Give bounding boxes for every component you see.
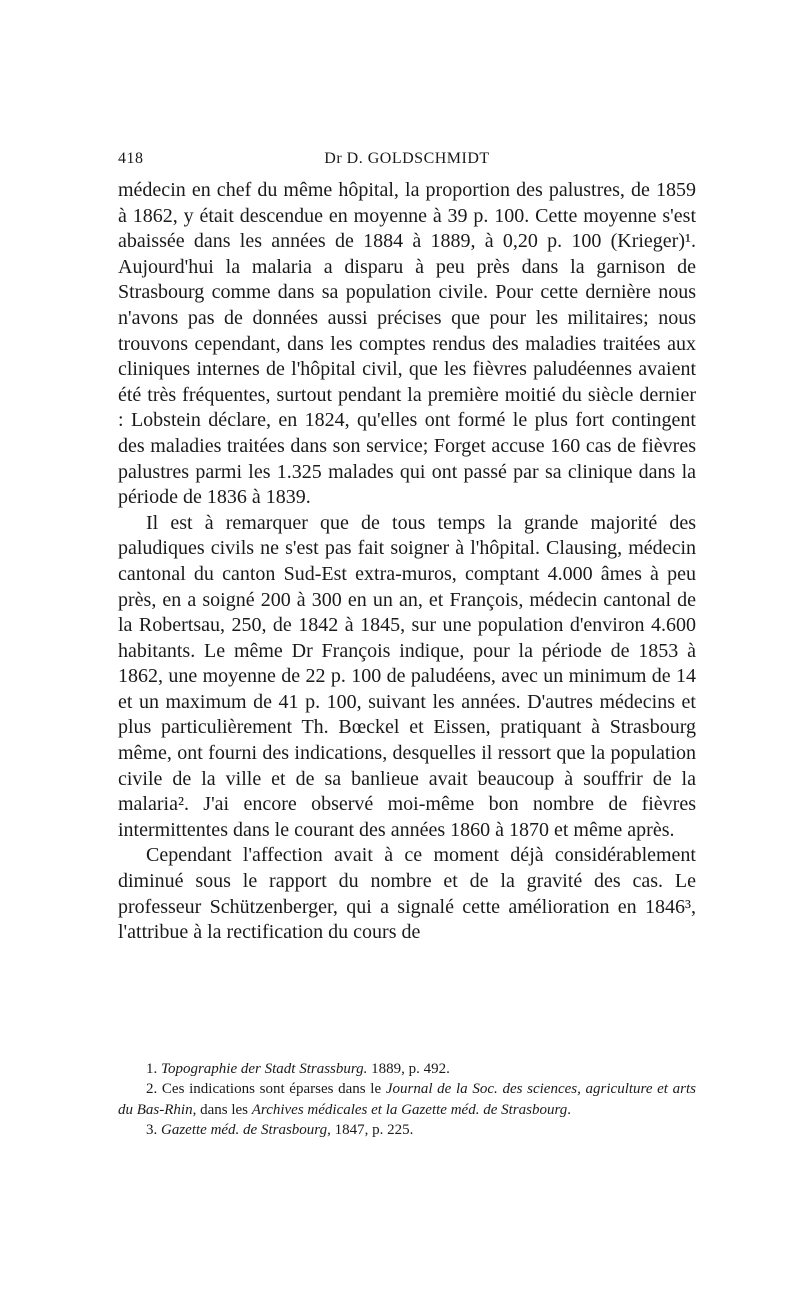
footnote-number: 1. [146,1061,158,1077]
footnote-title: Journal de la Soc. des sciences, agriculture et arts du Bas-Rhin [118,1081,697,1118]
footnote-text: . [567,1101,571,1118]
paragraph: médecin en chef du même hôpital, la proportion des palustres, de 1859 à 1862, y était descendue en moyenne à 39 p. 100. Cette moyenne s'est abaissée dans les années de 1884 à 1889, à 0,20 p. 100 (Krieger)¹. Aujourd'hui la malaria a disparu à peu près dans la garnison de Strasbourg comme dans sa population civile. Pour cette dernière nous n'avons pas de données aussi précises que pour les militaires; nous trouvons cependant, dans les comptes rendus des maladies traitées aux cliniques internes de l'hôpital civil, que les fièvres paludéennes avaient été très fréquentes, surtout pendant la première moitié du siècle dernier : Lobstein déclare, en 1824, qu'elles ont formé le plus fort contingent des maladies traitées dans son service; Forget accuse 160 cas de fièvres palustres parmi les 1.325 malades qui ont passé par sa clinique dans la période de 1836 à 1839. [118,179,696,509]
footnote-number: 2. [146,1081,158,1098]
footnote-number: 3. [146,1122,158,1139]
footnote-1 [118,1059,696,1079]
footnote-text: 1889, p. 492. [367,1061,450,1077]
footnote-text: , 1847, p. 225. [327,1122,414,1139]
footnote-3 [118,1120,696,1140]
footnotes [118,1059,696,1141]
footnote-2 [118,1079,696,1120]
footnote-title: Gazette méd. de Strasbourg [161,1122,328,1139]
page-header [118,150,696,172]
body-text [118,178,696,946]
footnote-text: Ces indications sont éparses dans le [157,1081,386,1098]
footnote-text: , dans les [192,1101,252,1118]
running-head: Dr D. GOLDSCHMIDT [324,150,490,167]
footnote-title: Archives médicales et la Gazette méd. de Strasbourg [251,1101,568,1118]
page-number: 418 [118,150,144,167]
footnote-title: Topographie der Stadt Strassburg. [161,1061,368,1077]
paragraph: Cependant l'affection avait à ce moment déjà considérablement diminué sous le rapport du nombre et de la gravité des cas. Le professeur Schützenberger, qui a signalé cette amélioration en 1846³, l'attribue à la rectification du cours de [118,844,696,944]
paragraph: Il est à remarquer que de tous temps la grande majorité des paludiques civils ne s'est pas fait soigner à l'hôpital. Clausing, médecin cantonal du canton Sud-Est extra-muros, comptant 4.000 âmes à peu près, en a soigné 200 à 300 en un an, et François, médecin cantonal de la Robertsau, 250, de 1842 à 1845, sur une population d'environ 4.600 habitants. Le même Dr François indique, pour la période de 1853 à 1862, une moyenne de 22 p. 100 de paludéens, avec un minimum de 14 et un maximum de 41 p. 100, suivant les années. D'autres médecins et plus particulièrement Th. Bœckel et Eissen, pratiquant à Strasbourg même, ont fourni des indications, desquelles il ressort que la population civile de la ville et de sa banlieue avait beaucoup à souffrir de la malaria². J'ai encore observé moi-même bon nombre de fièvres intermittentes dans le courant des années 1860 à 1870 et même après. [118,511,696,841]
